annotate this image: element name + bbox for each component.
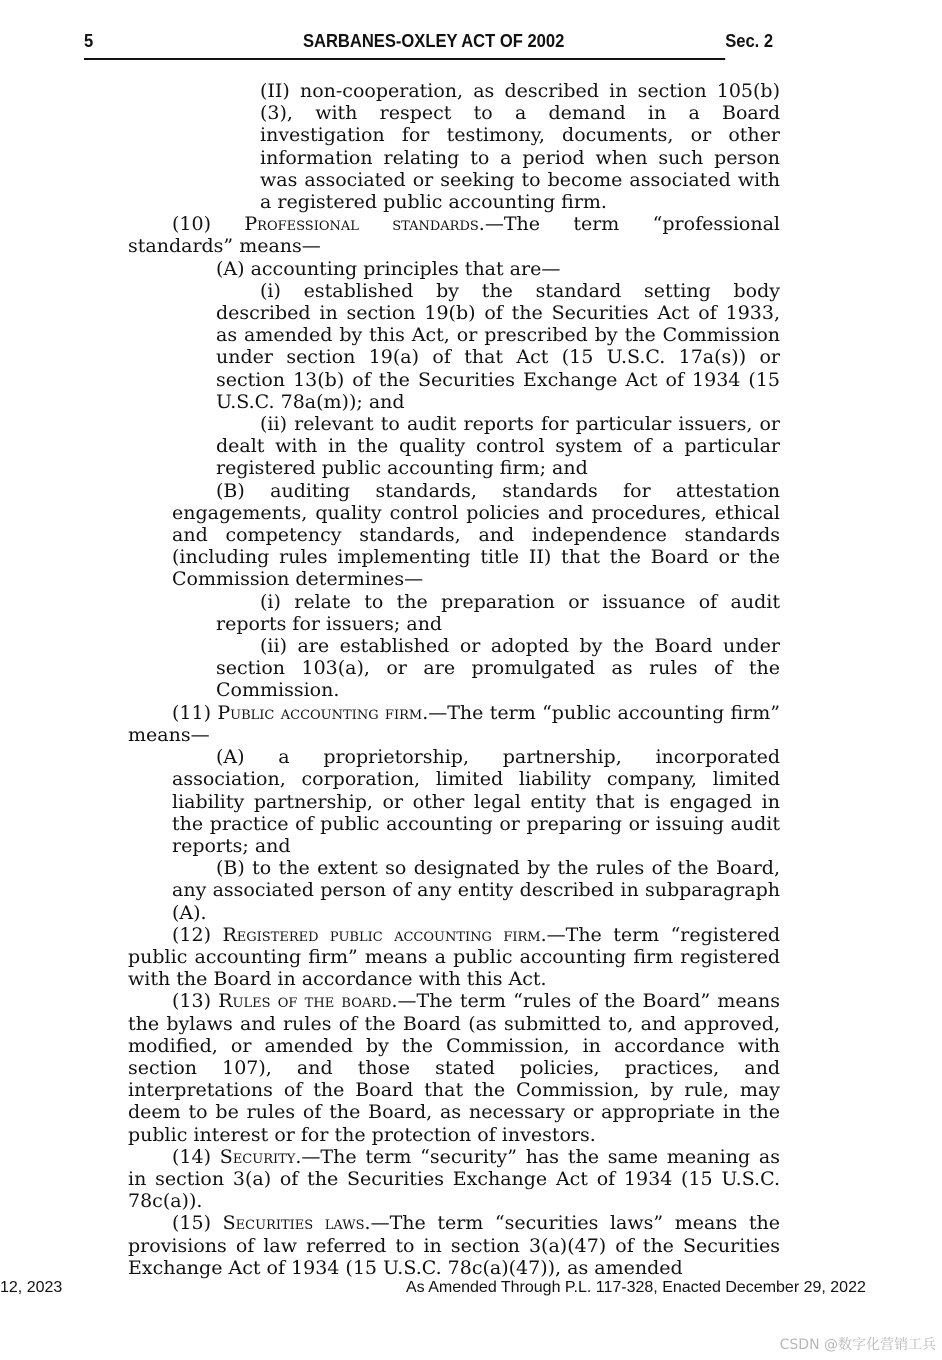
clause-ii: (ii) are established or adopted by the Board under section 103(a), or are promulgated as rules of the Commission. <box>216 635 780 702</box>
subparagraph-A: (A) a proprietorship, partnership, incorporated association, corporation, limited liability company, limited liability partnership, or other legal entity that is engaged in the practice of public accounting or preparing or issuing audit reports; and <box>172 746 780 857</box>
clause-ii: (ii) relevant to audit reports for particular issuers, or dealt with in the quality control system of a particular registered public accounting firm; and <box>216 413 780 480</box>
clause-II-non-cooperation: (II) non-cooperation, as described in section 105(b)(3), with respect to a demand in a Board investigation for testimony, documents, or other information relating to a period when such person was associated or seeking to become associated with a registered public accounting firm. <box>260 80 780 214</box>
page-number: 5 <box>84 31 94 51</box>
section-label: Sec. 2 <box>725 31 774 51</box>
clause-i: (i) established by the standard setting body described in section 19(b) of the Securities Act of 1933, as amended by this Act, or prescribed by the Commission under section 19(a) of that Act (15 U.S.C. 17a(s)) or section 13(b) of the Securities Exchange Act of 1934 (15 U.S.C. 78a(m)); and <box>216 279 780 413</box>
document-body <box>128 80 780 1279</box>
footer-date-fragment: 12, 2023 <box>0 1279 63 1296</box>
paragraph-14: (14) Security.—The term “security” has the same meaning as in section 3(a) of the Securities Exchange Act of 1934 (15 U.S.C. 78c(a)). <box>128 1145 780 1213</box>
paragraph-heading: Securities laws. <box>222 1212 371 1235</box>
paragraph-11: (11) Public accounting firm.—The term “public accounting firm” means— <box>128 701 780 746</box>
paragraph-heading: Registered public accounting firm. <box>222 923 547 946</box>
paragraph-heading: Public accounting firm. <box>217 701 429 724</box>
paragraph-12: (12) Registered public accounting firm.—The term “registered public accounting firm” means a public accounting firm registered with the Board in accordance with this Act. <box>128 923 780 991</box>
subparagraph-B: (B) to the extent so designated by the rules of the Board, any associated person of any entity described in subparagraph (A). <box>172 857 780 924</box>
watermark: CSDN @数字化营销工兵 <box>779 1337 936 1353</box>
subparagraph-B: (B) auditing standards, standards for attestation engagements, quality control policies and procedures, ethical and competency standards, and independence standards (including rules implementing title II) that the Board or the Commission determines— <box>172 479 780 591</box>
paragraph-heading: Professional standards. <box>244 213 485 236</box>
document-title: SARBANES-OXLEY ACT OF 2002 <box>302 31 565 51</box>
running-header <box>84 28 774 60</box>
paragraph-heading: Rules of the board. <box>218 990 398 1013</box>
paragraph-10: (10) Professional standards.—The term “professional standards” means— <box>128 213 781 258</box>
subparagraph-A: (A) accounting principles that are— <box>216 257 561 280</box>
paragraph-heading: Security. <box>219 1145 302 1168</box>
clause-i: (i) relate to the preparation or issuance of audit reports for issuers; and <box>216 590 780 635</box>
paragraph-15: (15) Securities laws.—The term “securities laws” means the provisions of law referred to in section 3(a)(47) of the Securities Exchange Act of 1934 (15 U.S.C. 78c(a)(47)), as amended <box>128 1212 781 1279</box>
paragraph-13: (13) Rules of the board.—The term “rules of the Board” means the bylaws and rules of the Board (as submitted to, and approved, modified, or amended by the Commission, in accordance with section 107), and those stated policies, practices, and interpretations of the Board that the Commission, by rule, may deem to be rules of the Board, as necessary or appropriate in the public interest or for the protection of investors. <box>128 990 780 1146</box>
amendment-note: As Amended Through P.L. 117-328, Enacted December 29, 2022 <box>406 1279 866 1296</box>
